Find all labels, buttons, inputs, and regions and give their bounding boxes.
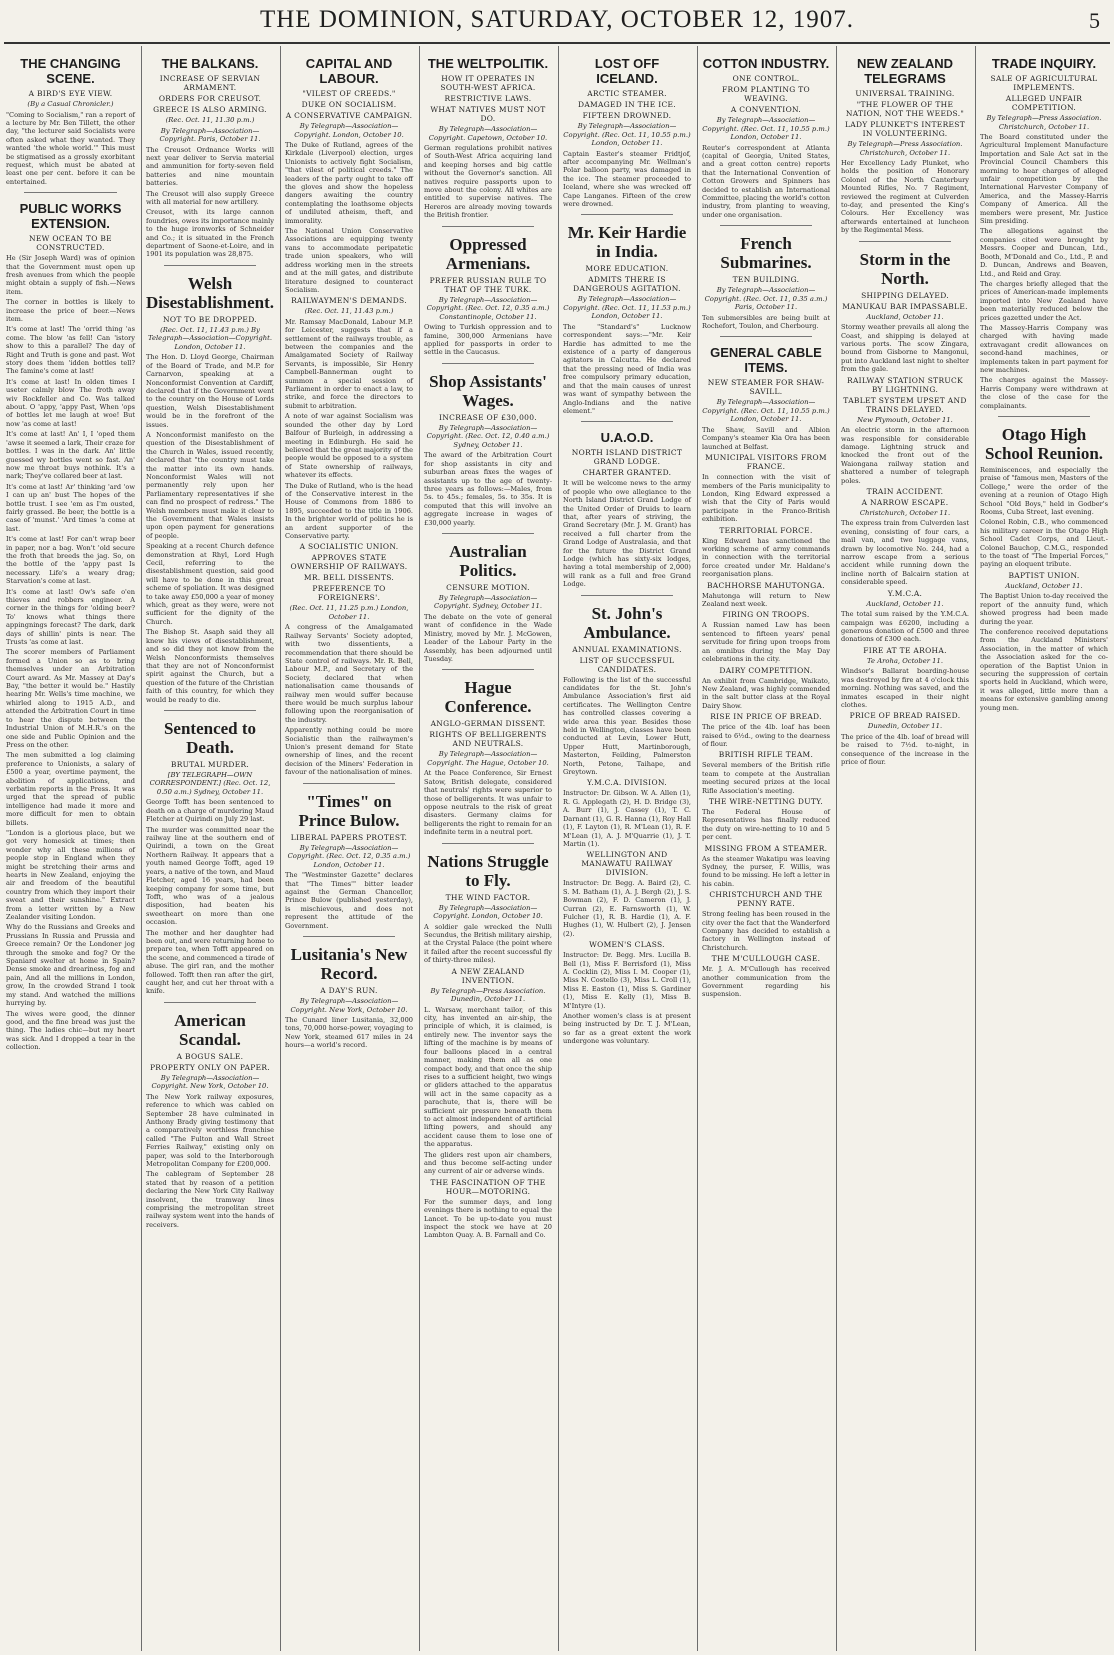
article-text: The Bishop St. Asaph said they all knew his views of disestablishment, and so did they not know from the Welsh Nonconformists themselves that they are not of Nonconformist spirit against the Church, but a question of the future of the Christian faith of this country, for which they would be ready to die. <box>146 628 274 704</box>
subheading: FIFTEEN DROWNED. <box>582 111 672 120</box>
section-rule <box>442 843 534 844</box>
subheading: HOW IT OPERATES IN SOUTH-WEST AFRICA. <box>440 74 536 92</box>
section-rule <box>581 421 673 422</box>
dateline: By Telegraph—Association—Copyright. (Rec. Oct. 11, 10.55 p.m.) London, October 11. <box>563 122 691 147</box>
column <box>280 46 417 1651</box>
subheading: FROM PLANTING TO WEAVING. <box>722 85 810 103</box>
dateline: By Telegraph—Association—Copyright. New York, October 10. <box>290 997 408 1014</box>
article-text: For the summer days, and long evenings there is nothing to equal the Lancet. To be up-to-date you must inspect the stock we have at 20 Lambton Quay. A. B. Farnall and Co. <box>424 1197 552 1240</box>
article-headline: American Scandal. <box>174 1010 246 1049</box>
section-rule <box>303 783 395 784</box>
column <box>2 46 139 1651</box>
article-headline: TRADE INQUIRY. <box>991 56 1097 71</box>
article-text: The Creusot will also supply Greece with all material for new artillery. <box>146 189 274 206</box>
article-headline: Storm in the North. <box>859 249 951 288</box>
subheading: CENSURE MOTION. <box>446 582 530 592</box>
article-text: The New York railway exposures, reference to which was cabled on September 28 have culminated in Anthony Brady giving testimony that a comparatively worthless franchise called "The Fulton and Wall Street Ferries Railway," existing only on paper, was sold to the Interborough Metropolitan Company for £200,000. <box>146 1092 274 1169</box>
article-text: A congress of the Amalgamated Railway Servants' Society adopted, with two dissentients, a recommendation that there should be State control of railways. Mr. R. Bell, Labour M.P., and Secretary of the Society, declared that when nationalisation came thousands of railway men would suffer because there would be much surplus labour following upon the reorganisation of the industry. <box>285 623 413 724</box>
article-text: Windsor's Ballarat boarding-house was destroyed by fire at 4 o'clock this morning. Nothing was saved, and the inmates escaped in their night clothes. <box>841 667 969 709</box>
subheading: PROPERTY ONLY ON PAPER. <box>149 1062 271 1072</box>
article-text: Reminiscences, and especially the praise of "famous men, Masters of the College," were the order of the evening at a reunion of Otago High School "Old Boys," held in Godber's Rooms, Cuba Street, last evening. <box>980 466 1108 517</box>
article-text: An exhibit from Cambridge, Waikato, New Zealand, was highly commended in the salt butter class at the Royal Dairy Show. <box>702 676 830 710</box>
article-text: Creusot, with its large cannon foundries, owes its importance mainly to the huge ironworks of Schneider and Co.; it is situated in the French department of Saone-et-Loire, and in 1901 its population was 28,875. <box>146 208 274 259</box>
article-headline: "Times" on Prince Bulow. <box>298 791 400 830</box>
masthead-title: THE DOMINION, SATURDAY, OCTOBER 12, 1907. <box>259 6 855 33</box>
section-rule <box>164 1002 256 1003</box>
column <box>419 46 556 1651</box>
subheading: Y.M.C.A. <box>887 588 923 598</box>
column <box>558 46 695 1651</box>
article-headline: Sentenced to Death. <box>163 718 257 757</box>
article-text: It's come at last! Ow's safe o'en thieves and robbers engineer. A corner in the things for 'olding beer? To' knows what things there appingnings forecast? The dark, dark days of shillin' pints is near. The Trusts 'as come at last. <box>6 587 135 647</box>
article-text: Reuter's correspondent at Atlanta (capital of Georgia, United States, and a great cotton centre) reports that the International Convention of Cotton Growers and Spinners has decided to establish an International Committee, placing the world's cotton industry, from planting to weaving, under one organisation. <box>702 143 831 219</box>
article-text: It's come at last! For can't wrap beer in paper, nor a bag. Won't 'old secure the froth that breeds the jag. So, on the bottle of the 'appy past Is necessary. Life's a weary drag; Starvation's come at last. <box>6 535 135 586</box>
subheading: LIST OF SUCCESSFUL CANDIDATES. <box>579 655 675 674</box>
article-text: Mr. J. A. M'Cullough has received another communication from the Government regarding his suspension. <box>702 965 830 999</box>
subheading: THE M'CULLOUGH CASE. <box>711 954 821 964</box>
article-headline: St. John's Ambulance. <box>583 603 671 642</box>
article-text: Following is the list of the successful candidates for the St. John's Ambulance Association's first aid certificates. The Wellington Centre has controlled classes covering a wide area this year. Besides those held in Wellington, classes have been conducted at Levin, Lower Hutt, Upper Hutt, Martinborough, Masterton, Feilding, Palmerston North, Petone, Taihape, and Greytown. <box>563 675 691 777</box>
subheading: A BOGUS SALE. <box>176 1051 244 1061</box>
subheading: THE WIND FACTOR. <box>445 892 531 902</box>
article-text: The total sum raised by the Y.M.C.A. campaign was £6200, including a generous donation of £500 and three donations of £300 each. <box>841 610 969 644</box>
dateline: Auckland, October 11. <box>866 312 944 321</box>
subheading: "THE FLOWER OF THE NATION, NOT THE WEEDS." <box>845 100 965 118</box>
article-text: He (Sir Joseph Ward) was of opinion that the Government must open up fresh avenues from which the people might obtain a supply of fish.—News item. <box>6 254 135 296</box>
dateline: By Telegraph—Press Association. Christchurch, October 11. <box>986 114 1102 131</box>
article-text: The men submitted a log claiming preference to Unionists, a salary of £500 a year, overtime payment, the abolition of applications, and verbatim reports in the Press. It was urged that the spread of public intelligence had made it more and more difficult for men to obtain billets. <box>6 751 135 827</box>
article-text: George Tofft has been sentenced to death on a charge of murdering Maud Fletcher at Quirindi on July 29 last. <box>146 798 274 824</box>
article-text: The Cunard liner Lusitania, 32,000 tons, 70,000 horse-power, voyaging to New York, steamed 617 miles in 24 hours—a world's record. <box>285 1016 413 1050</box>
subheading: SALE OF AGRICULTURAL IMPLEMENTS. <box>990 74 1098 92</box>
dateline: [BY TELEGRAPH—OWN CORRESPONDENT.] (Rec. Oct. 12, 0.50 a.m.) Sydney, October 11. <box>149 770 271 796</box>
dateline: By Telegraph—Association—Copyright. (Rec. Oct. 11, 10.55 p.m.) London, October 11. <box>702 398 830 424</box>
article-text: The price of the 4lb. loaf of bread will be raised to 7½d. to-night, in consequence of the increase in the price of flour. <box>841 732 969 767</box>
subheading: BRUTAL MURDER. <box>170 759 250 769</box>
section-rule <box>442 669 534 670</box>
subheading: MR. BELL DISSENTS. <box>303 573 395 583</box>
dateline: By Telegraph—Press Association. Dunedin, October 11. <box>430 986 546 1004</box>
article-text: Ten submersibles are being built at Rochefort, Toulon, and Cherbourg. <box>702 313 830 331</box>
article-text: The charges briefly alleged that the prices of American-made implements imported into New Zealand have been materially reduced below the prices gazetted under the Act. <box>980 279 1108 322</box>
subheading: NEW STEAMER FOR SHAW-SAVILL. <box>707 378 825 397</box>
article-headline: Hague Conference. <box>444 678 532 717</box>
article-text: Apparently nothing could be more Socialistic than the railwaymen's Union's present demand for State ownership of lines, and the recent decision of the Miners' Federation in favour of the nationalisation of mines. <box>285 726 413 777</box>
article-text: A soldier gale wrecked the Nulli Secundus, the British military airship, at the Crystal Palace (the point where it failed after the recent successful fly of thirty-three miles). <box>424 922 552 965</box>
article-text: Stormy weather prevails all along the Coast, and shipping is delayed at various ports. The scow Zingara, bound from Gisborne to Mangonui, put into Auckland last night to shelter from the gale. <box>841 323 969 374</box>
dateline: New Plymouth, October 11. <box>857 415 953 424</box>
dateline: Dunedin, October 11. <box>867 722 943 731</box>
article-text: Why do the Russians and Greeks and Prussians In Russia and Prussia and Greece remain? Or the Londoner jog through the smoke and fog? Or the Spaniard swelter at home in Spain? Dense smoke and dreariness, fog and pain, And all the millions in London, grow, In the crowded Strand I took my stand. And watched the millions hurrying by. <box>6 923 135 1008</box>
article-text: The corner in bottles is likely to increase the price of beer.—News item. <box>6 298 135 323</box>
section-rule <box>442 363 534 364</box>
article-text: The Baptist Union to-day received the report of the annuity fund, which showed progress had been made during the year. <box>980 592 1108 626</box>
subheading: A SOCIALISTIC UNION. <box>299 542 399 552</box>
subheading: CHRISTCHURCH AND THE PENNY RATE. <box>709 890 823 909</box>
article-headline: Mr. Keir Hardie in India. <box>567 223 687 262</box>
subheading: GREECE IS ALSO ARMING. <box>153 105 267 114</box>
dateline: By Telegraph—Association—Copyright. Sydney, October 11. <box>434 593 542 611</box>
dateline: By Telegraph—Association—Copyright. Capetown, October 10. <box>428 125 548 142</box>
article-text: The National Union Conservative Associations are equipping twenty vans to accommodate peripatetic trade union speakers, who will address working men in the streets and at the mill gates, and distribute literature designed to counteract Socialism. <box>285 227 413 294</box>
dateline: Christchurch, October 11. <box>859 508 951 517</box>
article-text: The charges against the Massey-Harris Company were withdrawn at the close of the case for the complainants. <box>980 376 1108 410</box>
article-text: The Hon. D. Lloyd George, Chairman of the Board of Trade, and M.P. for Carnarvon, speaking at a Nonconformist Convention at Cardiff, declared that if the Government went to the country on the House of Lords question, Welsh Disestablishment would be in the forefront of the issues. <box>146 353 274 429</box>
article-text: Strong feeling has been roused in the city over the fact that the Wanderford Company has decided to establish a factory in Wellington instead of Christchurch. <box>702 910 830 952</box>
section-rule <box>24 192 117 193</box>
dateline: By Telegraph—Association—Copyright. (Rec. Oct. 11, 0.35 a.m.) Paris, October 11. <box>704 286 828 312</box>
article-headline: THE BALKANS. <box>161 56 259 71</box>
article-text: A note of war against Socialism was sounded the other day by Lord Balfour of Burleigh, in addressing a meeting in Edinburgh. He said he believed that the great majority of the people would be opposed to a system of State ownership of railways, whatever its effects. <box>285 412 413 480</box>
section-rule <box>442 533 534 534</box>
subheading: UNIVERSAL TRAINING. <box>855 89 955 98</box>
article-headline: Welsh Disestablishment. <box>146 273 274 312</box>
article-text: The Creusot Ordnance Works will next year deliver to Servia material and ammunition for forty-seven field batteries and nine mountain batteries. <box>146 145 274 188</box>
column <box>975 46 1112 1651</box>
article-text: The Federal House of Representatives has finally reduced the duty on wire-netting to 10 and 5 per cent. <box>702 807 830 842</box>
article-headline: Australian Politics. <box>449 541 527 580</box>
article-headline: GENERAL CABLE ITEMS. <box>710 345 822 376</box>
article-text: The price of the 4lb. loaf has been raised to 6½d., owing to the dearness of flour. <box>702 723 830 748</box>
subheading: RESTRICTIVE LAWS. <box>444 94 532 103</box>
dateline: (Rec. Oct. 11, 11.25 p.m.) London, October 11. <box>289 604 409 621</box>
dateline: By Telegraph—Association—Copyright. (Rec. Oct. 11, 10.55 p.m.) London, October 11. <box>702 116 830 141</box>
article-text: The award of the Arbitration Court for shop assistants in city and suburban areas fixes the wages of assistants up to the age of twenty-three years as follows:—Males, from 5s. to 45s.; females, 5s. to 35s. It is computed that this will involve an aggregate increase in wages of £30,000 yearly. <box>424 451 552 527</box>
subheading: RAILWAY STATION STRUCK BY LIGHTNING. <box>847 375 963 394</box>
article-text: Instructor: Dr. Begg. Mrs. Lucilla B. Bell (1), Miss F. Berrisford (1), Miss A. Cocklin (2), Miss I. M. Cooper (1), Miss N. Costello (3), Miss L. Croll (1), Miss E. Easton (1), Miss S. Gardiner (1), Miss E. Kelly (1), Miss B. M'Intyre (1). <box>563 951 691 1010</box>
article-headline: Lusitania's New Record. <box>290 945 408 984</box>
dateline: Auckland, October 11. <box>1005 581 1083 590</box>
dateline: By Telegraph—Association—Copyright. Paris, October 11. <box>159 126 261 143</box>
subheading: INCREASE OF £30,000. <box>439 412 537 422</box>
article-text: The wives were good, the dinner good, and the fine bread was just the thing. The ladies chic—but my heart was sick. And I dropped a tear in the collection. <box>6 1009 135 1052</box>
subheading: ADMITS THERE IS DANGEROUS AGITATION. <box>573 275 681 294</box>
dateline: (Rec. Oct. 11, 11.30 p.m.) <box>165 116 255 124</box>
subheading: INCREASE OF SERVIAN ARMAMENT. <box>159 74 261 92</box>
columns-container <box>2 46 1112 1651</box>
article-headline: CAPITAL AND LABOUR. <box>305 56 393 86</box>
subheading: ONE CONTROL. <box>732 74 800 83</box>
article-headline: Oppressed Armenians. <box>445 234 531 273</box>
dateline: By Telegraph—Association—Copyright. (Rec. Oct. 12, 0.35 a.m.) London, October 11. <box>287 843 411 869</box>
article-text: The conference received deputations from the Auckland Ministers' Association, in the matter of which the Association asked for the co-operation of the Baptist Union in securing the suppression of certain sports held in Auckland, which were, it was alleged, little more than a means for extensive gambling among young men. <box>980 628 1108 712</box>
article-text: The cablegram of September 28 stated that by reason of a petition declaring the New York City Railway insolvent, the tramway lines comprising the metropolitan street railway system went into the hands of receivers. <box>146 1170 274 1229</box>
dateline: By Telegraph—Association—Copyright. (Rec. Oct. 11, 11.53 p.m.) London, October 11. <box>563 295 691 321</box>
article-headline: Shop Assistants' Wages. <box>429 371 547 410</box>
article-text: Owing to Turkish oppression and to famine, 300,000 Armenians have applied for passports in order to settle in the Caucasus. <box>424 323 552 357</box>
article-text: The scorer members of Parliament formed a Union so as to bring themselves under an Arbitration Court award. As Mr. Massey at Day's Bay, "the better it would be." Hastily hearing Mr. Wells's time machine, we whirled along to 1915 A.D., and attended the Arbitration Court in time to hear the dispute between the Industrial Union of M.H.R.'s on the one side and Public Opinion and the Press on the other. <box>6 648 135 749</box>
article-text: The "Standard's" Lucknow correspondent says:—"Mr. Keir Hardie has admitted to me the existence of a party of dangerous agitators in Calcutta. He declared that the pressing need of India was free compulsory primary education, and that the main causes of unrest was want of sympathy between the Anglo-Indians and the native element." <box>563 322 691 415</box>
subheading: LIBERAL PAPERS PROTEST. <box>290 832 408 842</box>
masthead-rule <box>4 42 1110 44</box>
section-rule <box>164 265 256 266</box>
article-text: The murder was committed near the railway line at the southern end of Quirindi, a town on the Great Northern Railway. It appears that a youth named George Tofft, aged 19 years, a native of the town, and Maud Fletcher, aged 16 years, had been keeping company for some time, but Tofft, who was of a jealous disposition, had beaten his sweetheart on more than one occasion. <box>146 825 274 927</box>
subheading: RIGHTS OF BELLIGERENTS AND NEUTRALS. <box>429 730 547 749</box>
subheading: FIRE AT TE AROHA. <box>863 645 947 655</box>
article-text: "London is a glorious place, but we got very homesick at times; then wonder why all these millions of people stop in England when they might be stretching their arms and hearts in New Zealand, enjoying the air and freedom of the beautiful country from which they import their sweat and their sunshine." Extract from a letter written by a New Zealander visiting London. <box>6 828 135 922</box>
subheading: APPROVES STATE OWNERSHIP OF RAILWAYS. <box>290 553 408 572</box>
subheading: PRICE OF BREAD RAISED. <box>849 711 961 721</box>
subheading: MISSING FROM A STEAMER. <box>704 843 828 853</box>
subheading: FIRING ON TROOPS. <box>722 610 810 620</box>
dateline: By Telegraph—Association—Copyright. (Rec. Oct. 12, 0.35 a.m.) Constantinople, October 11. <box>426 295 550 321</box>
column <box>141 46 278 1651</box>
subheading: BRITISH RIFLE TEAM. <box>718 750 814 760</box>
subheading: ANGLO-GERMAN DISSENT. <box>430 719 546 729</box>
dateline: By Telegraph—Press Association. Christchurch, October 11. <box>847 140 963 157</box>
article-text: As the steamer Wakatipu was leaving Sydney, the purser, F. Willis, was found to be missing. He left a letter in his cabin. <box>702 854 830 888</box>
article-text: It's come at last! Ar' thinking 'ard 'ow I can up an' bust The hopes of the bottle trust. I see 'em as I'm ousted, fairly grassed. Be beer, the bottle is a case of 'munst.' 'Ard times 'a come at last. <box>6 482 135 533</box>
section-rule <box>581 214 673 215</box>
article-text: Captain Easter's steamer Fridtjof, after accompanying Mr. Wellman's Polar balloon party, was damaged in the ice. The steamer proceeded to Iceland, where she was wrecked off Cape Langanes. Fifteen of the crew were drowned. <box>563 149 691 208</box>
article-text: The express train from Culverden last evening, consisting of four cars, a mail van, and two luggage vans, drawn by locomotive No. 244, had a narrow escape from a serious accident while running down the incline north of Balcairn station at considerable speed. <box>841 519 969 587</box>
article-text: Another women's class is at present being instructed by Dr. T. J. M'Lean, so far as a great extent the work undergone was voluntary. <box>563 1012 691 1046</box>
article-text: It will be welcome news to the army of people who owe allegiance to the North Island District Grand Lodge of the United Order of Druids to learn that, after years of striving, the Grand Secretary (Mr. J. M. Grant) has received a full charter from the Grand Lodge of Australasia, and that for the future the District Grand Lodge (which has sixty-six lodges, having a total membership of 2,000) will rank as a full and free Grand Lodge. <box>563 479 691 589</box>
subheading: LADY PLUNKET'S INTEREST IN VOLUNTEERING. <box>844 120 966 138</box>
dateline: By Telegraph—Association—Copyright. The Hague, October 10. <box>427 750 549 767</box>
subheading: Y.M.C.A. DIVISION. <box>587 778 667 788</box>
article-text: The mother and her daughter had been out, and were returning home to prepare tea, when Tofft appeared on the scene, and commenced a tirade of abuse. The girl ran, and the mother followed. Tofft then ran after the girl, caught her, and cut her throat with a knife. <box>146 928 274 996</box>
subheading: RAILWAYMEN'S DEMANDS. <box>291 296 407 306</box>
subheading: ANNUAL EXAMINATIONS. <box>572 644 682 654</box>
section-rule <box>442 226 534 227</box>
subheading: DAMAGED IN THE ICE. <box>578 100 676 109</box>
subheading: "VILEST OF CREEDS." <box>302 89 396 98</box>
subheading: A DAY'S RUN. <box>320 986 378 996</box>
article-headline: THE CHANGING SCENE. <box>20 56 121 86</box>
article-headline: LOST OFF ICELAND. <box>594 56 660 86</box>
article-text: The gliders rest upon air chambers, and thus become self-acting under any current of air or adverse winds. <box>424 1150 552 1176</box>
dateline: Auckland, October 11. <box>866 599 944 608</box>
subheading: ALLEGED UNFAIR COMPETITION. <box>1005 94 1083 112</box>
article-headline: COTTON INDUSTRY. <box>702 56 830 71</box>
article-text: The Duke of Rutland, who is the head of the Conservative interest in the House of Commons from 1886 to 1895, succeeded to the title in 1906. In the brighter world of politics he is an ardent supporter of the Conservative party. <box>285 481 413 540</box>
dateline: By Telegraph—Association—Copyright. London, October 10. <box>294 122 404 139</box>
article-text: It's come at last! An' I, I 'oped them 'awse it seemed a lark, Their craze for bottles. I was in the dark. An' little guessed wy bottles went so fast. An' now me throat buys nothink. It's a nark; They've collared beer at last. <box>6 430 135 481</box>
section-rule <box>581 595 673 596</box>
subheading: WOMEN'S CLASS. <box>589 940 665 950</box>
article-headline: THE WELTPOLITIK. <box>427 56 549 71</box>
subheading: WHAT NATIVES MUST NOT DO. <box>430 105 546 123</box>
subheading: DUKE ON SOCIALISM. <box>301 100 397 109</box>
article-headline: PUBLIC WORKS EXTENSION. <box>19 201 122 232</box>
article-text: The debate on the vote of general want of confidence in the Wade Ministry, moved by Mr. J. McGowen, Leader of the Labour Party in the Assembly, has been adjourned until Tuesday. <box>424 612 552 663</box>
article-text: Mahutonga will return to New Zealand next week. <box>702 591 830 609</box>
dateline: By Telegraph—Association—Copyright. (Rec. Oct. 12, 0.40 a.m.) Sydney, October 11. <box>426 423 550 449</box>
section-rule <box>164 710 256 711</box>
article-text: A Russian named Law has been sentenced to fifteen years' penal servitude for firing upon troops from an omnibus during the May Day celebrations in the city. <box>702 621 830 664</box>
article-headline: Otago High School Reunion. <box>984 425 1104 463</box>
article-text: In connection with the visit of members of the Paris municipality to London, King Edward expressed a wish that the City of Paris would participate in the Franco-British exhibition. <box>702 473 830 524</box>
subheading: MORE EDUCATION. <box>585 264 669 274</box>
section-rule <box>998 416 1090 417</box>
subheading: TABLET SYSTEM UPSET AND TRAINS DELAYED. <box>843 395 967 414</box>
subheading: TERRITORIAL FORCE. <box>719 525 813 535</box>
article-text: The Massey-Harris Company was charged with having made extravagant credit allowances on second-hand machines, or implements taken in part payment for new machines. <box>980 323 1108 374</box>
subheading: TEN BUILDING. <box>732 275 800 285</box>
article-text: The Shaw, Savill and Albion Company's steamer Kia Ora has been launched at Belfast. <box>702 425 830 451</box>
dateline: (Rec. Oct. 11, 11.43 p.m.) <box>304 307 394 316</box>
masthead <box>0 0 1114 46</box>
article-text: Mr. Ramsay MacDonald, Labour M.P. for Leicester, suggests that if a settlement of the railways trouble, as between the companies and the Amalgamated Society of Railway Servants, is impossible, Sir Henry Campbell-Bannerman ought to summon a special session of Parliament in order to enact a law, to strike, and force the directors to submit to arbitration. <box>285 317 413 410</box>
article-text: An electric storm in the afternoon was responsible for considerable damage. Lightning struck and knocked the front out of the Waiongana railway station and shattered a number of telegraph poles. <box>841 426 969 485</box>
subheading: SHIPPING DELAYED. <box>861 290 949 300</box>
article-text: The Duke of Rutland, agrees of the Kirkdale (Liverpool) election, urges Unionists to actively fight Socialism, "that vilest of political creeds." The leaders of the party ought to take off the gloves and show the hopeless dangers awaiting the country contemplating the loathsome objects of undiluted atheism, theft, and immorality. <box>285 141 413 225</box>
article-text: The allegations against the companies cited were brought by Messrs. Cooper and Duncan, Ltd., Booth, M'Donald and Co., Ltd., P. and D. Duncan, Andrews and Beaven, Ltd., and Reid and Gray. <box>980 227 1108 278</box>
subheading: PREFER RUSSIAN RULE TO THAT OF THE TURK. <box>429 275 547 294</box>
article-text: "Coming to Socialism," ran a report of a lecture by Mr. Ben Tillett, the other day, "the lecturer said Socialists were often asked what they wanted. They wanted 'the whole world.'" This must be stigmatised as a grossly exorbitant request, which must be abated at least one per cent. before it can be entertained. <box>6 110 135 186</box>
subheading: TRAIN ACCIDENT. <box>866 486 944 496</box>
subheading: NORTH ISLAND DISTRICT GRAND LODGE. <box>571 448 683 467</box>
article-text: A Nonconformist manifesto on the question of the Disestablishment of the Church in Wales, issued recently, declared that "the country must take the matter into its own hands. Nonconformist Wales will not permanently rely upon her Parliamentary representatives if she can find no prospect of redress." The Welsh members must make it clear to the Government that Wales insists upon open payment for generations of people. <box>146 430 274 540</box>
article-text: Several members of the British rifle team to compete at the Australian meeting secured prizes at the local Rifle Association's meeting. <box>702 761 830 795</box>
article-headline: U.A.O.D. <box>600 430 654 446</box>
article-text: Instructor: Dr. Gibson. W. A. Allen (1), R. G. Applegath (2), H. D. Bridge (3), A. Burr (1), J. Cassey (1), T. C. Darnant (1), G. R. Hanna (1), Roy Hall (1), F. Layton (1), R. M'Lean (1), R. F. M'Lean (1), A. J. M'Quarrie (1), J. T. Martin (1). <box>563 789 691 848</box>
article-headline: Nations Struggle to Fly. <box>427 851 549 890</box>
subheading: A BIRD'S EYE VIEW. <box>28 89 113 98</box>
subheading: A NARROW ESCAPE. <box>861 497 949 507</box>
subheading: WELLINGTON AND MANAWATU RAILWAY DIVISION. <box>581 850 673 878</box>
subheading: BACHHORSE MAHUTONGA. <box>706 580 825 590</box>
subheading: DAIRY COMPETITION. <box>719 665 813 675</box>
subheading: PREFERENCE TO FOREIGNERS'. <box>312 584 386 603</box>
article-text: The "Westminster Gazette" declares that "The Times'" bitter leader against the German Chancellor, Prince Bulow (published yesterday), is mischievous, and does not represent the attitude of the Government. <box>285 871 413 930</box>
subheading: THE WIRE-NETTING DUTY. <box>708 796 824 806</box>
subheading: A CONVENTION. <box>730 105 802 114</box>
article-text: L. Warsaw, merchant tailor, of this city, has invented an air-ship, the principle of which, it is claimed, is entirely new. The inventor says the lifting of the machine is by means of four balloons placed in a central manner, making them all as one compact body, and that once the ship rises to a sufficient height, two wings or gliders attached to the apparatus will act in the same capacity as a parachute, that is, there will be sufficient air pressure beneath them to act almost independent of artificial lifting powers, and should any accident cause them to lose one of the apparatus. <box>424 1005 552 1149</box>
dateline: By Telegraph—Association—Copyright. London, October 10. <box>433 903 543 921</box>
subheading: ORDERS FOR CREUSOT. <box>158 94 262 103</box>
subheading: BAPTIST UNION. <box>1008 570 1080 580</box>
subheading: NEW OCEAN TO BE CONSTRUCTED. <box>29 234 112 253</box>
article-text: German regulations prohibit natives of South-West Africa acquiring land and keeping horses and big cattle without the Governor's sanction. All natives require passports upon to move about the colony. All whites are entitled to supervise natives. The Hereros are already moving towards the British frontier. <box>424 144 552 220</box>
section-rule <box>720 225 812 226</box>
article-text: At the Peace Conference, Sir Ernest Satow, British delegate, considered that neutrals' rights were superior to those of belligerents. It was unfair to oppose neutrals to the risk of great disasters. Germany claims for belligerents the right to remain for an indefinite term in a neutral port. <box>424 769 552 837</box>
page-number: 5 <box>1089 8 1100 33</box>
column <box>697 46 834 1651</box>
section-rule <box>859 241 951 242</box>
section-rule <box>303 936 395 937</box>
subheading: THE FASCINATION OF THE HOUR—MOTORING. <box>430 1177 546 1196</box>
article-text: Colonel Robin, C.B., who commenced his military career in the Otago High School Cadet Corps, and Lieut.-Colonel Bauchop, C.M.G., responded to the toast of "The Imperial Forces," paying an eloquent tribute. <box>980 518 1108 569</box>
article-headline: NEW ZEALAND TELEGRAMS <box>856 56 954 86</box>
subheading: CHARTER GRANTED. <box>582 468 672 478</box>
article-text: King Edward has sanctioned the working scheme of army commands in connection with the territorial force created under Mr. Haldane's reorganisation plans. <box>702 536 830 579</box>
article-text: It's come at last! The 'orrid thing 'as come. The blow 'as fell! Can 'istory show to this a parallel? The day of Right and Truth is gone and past. Wot story does them 'idden bottles tell? The famine's come at last! <box>6 325 135 376</box>
dateline: By Telegraph—Association—Copyright. New York, October 10. <box>151 1073 269 1091</box>
article-text: The Board constituted under the Agricultural Implement Manufacture Importation and Sale Act sat in the Provincial Council Chambers this morning to hear charges of alleged unfair competition by the International Harvester Company of America, and the Massey-Harris Company of America. All the members were present, Mr. Justice Sim presiding. <box>980 133 1108 226</box>
subheading: MANUKAU BAR IMPASSABLE. <box>842 301 968 311</box>
subheading: A NEW ZEALAND INVENTION. <box>451 966 525 985</box>
article-text: Instructor: Dr. Begg. A. Baird (2), C. S. M. Batham (1), A. J. Bergh (2), J. S. Bowman (2), F. D. Cameron (1), J. Curran (2), E. Farnsworth (1), W. Fulcher (1), R. B. Hardie (1), A. F. Hughes (1), W. Hulbert (2), J. Jensen (2). <box>563 879 691 938</box>
subheading: NOT TO BE DROPPED. <box>163 314 257 324</box>
dateline: (Rec. Oct. 11, 11.43 p.m.) By Telegraph—Association—Copyright. London, October 11. <box>147 325 273 351</box>
column <box>836 46 973 1651</box>
dateline: (By a Casual Chronicler.) <box>27 100 114 108</box>
subheading: ARCTIC STEAMER. <box>587 89 667 98</box>
subheading: A CONSERVATIVE CAMPAIGN. <box>285 111 413 120</box>
subheading: RISE IN PRICE OF BREAD. <box>710 712 822 722</box>
dateline: Te Aroha, October 11. <box>867 656 943 665</box>
article-headline: French Submarines. <box>720 234 812 273</box>
section-rule <box>720 336 812 337</box>
article-text: Speaking at a recent Church defence demonstration at Rhyl, Lord Hugh Cecil, referring to the disestablishment question, said good will have to be done in this great scheme of spoliation. It was designed to take away £50,000 a year of money which, great as they were, were not sufficient for the dignity of the Church. <box>146 542 274 626</box>
article-text: It's come at last! In olden times I useter calmly blow The froth away wiv Rockfeller and Co. Was talked about. O 'appy, 'appy Past, When 'ops of bottles let me laugh at woe! But now 'as come at last! <box>6 377 135 428</box>
subheading: MUNICIPAL VISITORS FROM FRANCE. <box>705 453 827 472</box>
article-text: Her Excellency Lady Plunket, who holds the position of Honorary Colonel of the North Canterbury Mounted Rifles, No. 7 Regiment, reviewed the regiment at Culverden to-day, and presented the King's Colours. Her Excellency was afterwards entertained at luncheon by the Regimental Mess. <box>841 159 969 235</box>
